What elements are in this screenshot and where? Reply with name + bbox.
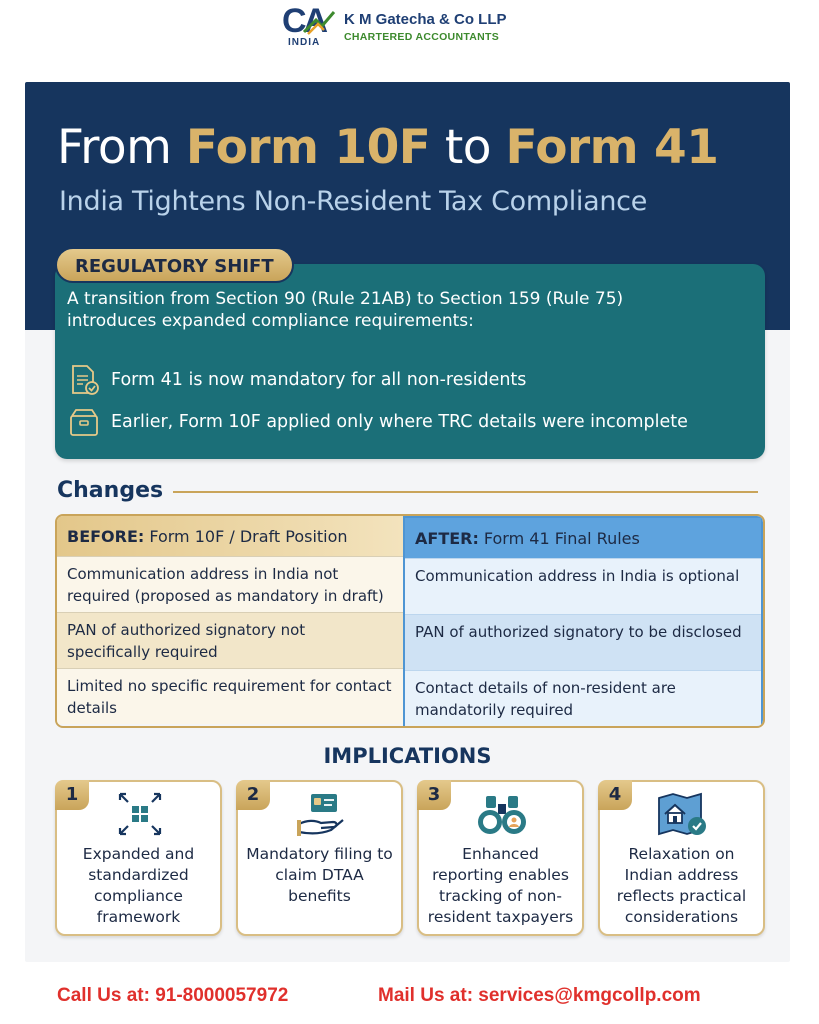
regulatory-shift-description: A transition from Section 90 (Rule 21AB) to Section 159 (Rule 75) introduces expanded compliance requirements: [67, 289, 624, 331]
firm-tagline: CHARTERED ACCOUNTANTS [344, 31, 500, 43]
document-check-icon [67, 363, 101, 397]
implication-text: Mandatory filing to claim DTAA benefits [246, 845, 393, 905]
regulatory-shift-badge: REGULATORY SHIFT [55, 247, 294, 283]
archive-box-icon [67, 405, 101, 439]
logo-country: INDIA [288, 37, 321, 48]
implication-text: Expanded and standardized compliance framework [82, 845, 195, 926]
after-header: AFTER: Form 41 Final Rules [405, 518, 761, 558]
implication-text: Relaxation on Indian address reflects practical considerations [616, 845, 747, 926]
page-subtitle: India Tightens Non-Resident Tax Compliance [59, 186, 648, 217]
table-cell: Communication address in India not required (proposed as mandatory in draft) [57, 556, 403, 612]
shift-item-text: Form 41 is now mandatory for all non-residents [111, 370, 527, 390]
expand-arrows-icon [110, 790, 170, 840]
comparison-table [55, 514, 765, 728]
ca-logo-mark [280, 4, 338, 50]
firm-name: K M Gatecha & Co LLP [344, 11, 507, 28]
implication-number: 4 [598, 780, 632, 810]
implication-number: 1 [55, 780, 89, 810]
table-cell: PAN of authorized signatory to be disclosed [405, 614, 761, 670]
implication-card [417, 780, 584, 936]
infographic-card [25, 82, 790, 962]
map-house-check-icon [653, 790, 713, 840]
implication-card [598, 780, 765, 936]
shift-item-text: Earlier, Form 10F applied only where TRC details were incomplete [111, 412, 688, 432]
table-cell: Contact details of non-resident are mandatorily required [405, 670, 761, 726]
table-cell: Communication address in India is optional [405, 558, 761, 614]
binoculars-icon [472, 790, 532, 840]
table-cell: PAN of authorized signatory not specifically required [57, 612, 403, 668]
changes-divider [173, 491, 758, 493]
shift-item-form41 [67, 363, 526, 397]
changes-heading: Changes [57, 478, 164, 503]
email-contact-link[interactable]: Mail Us at: services@kmgcollp.com [378, 985, 701, 1006]
implication-number: 2 [236, 780, 270, 810]
firm-logo [280, 4, 535, 50]
page-title: From Form 10F to Form 41 [57, 120, 719, 175]
implication-card [236, 780, 403, 936]
implication-number: 3 [417, 780, 451, 810]
implication-card [55, 780, 222, 936]
shift-item-form10f [67, 405, 688, 439]
contact-footer [0, 985, 819, 1021]
implication-text: Enhanced reporting enables tracking of non-resident taxpayers [427, 845, 574, 926]
title-form-10f: Form 10F [185, 120, 431, 175]
phone-contact-link[interactable]: Call Us at: 91-8000057972 [57, 985, 289, 1006]
card-in-hand-icon [291, 790, 351, 840]
logo-mark-text: CA [282, 2, 326, 40]
logo-swoosh-icon [302, 10, 336, 36]
implications-heading: IMPLICATIONS [323, 744, 492, 768]
title-form-41: Form 41 [505, 120, 719, 175]
after-column [403, 516, 763, 726]
before-column [57, 516, 403, 726]
table-cell: Limited no specific requirement for contact details [57, 668, 403, 724]
before-header: BEFORE: Form 10F / Draft Position [57, 516, 403, 556]
